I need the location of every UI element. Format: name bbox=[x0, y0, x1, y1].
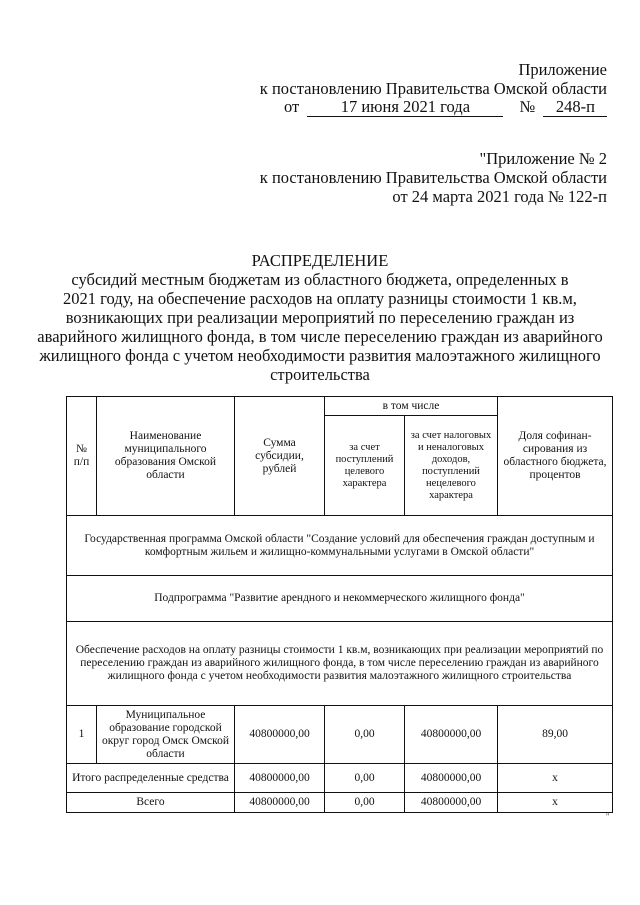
row-tax: 40800000,00 bbox=[405, 706, 498, 764]
total-share: х bbox=[498, 793, 613, 813]
total-distributed-target: 0,00 bbox=[325, 764, 405, 793]
program-row: Государственная программа Омской области "Создание условий для обеспечения граждан доступным и комфортным жильем и жилищно-коммунальными услугами в Омской области" bbox=[67, 516, 613, 576]
total-distributed-label: Итого распределенные средства bbox=[67, 764, 235, 793]
distribution-table bbox=[66, 396, 613, 813]
heading-line: возникающих при реализации мероприятий по переселению граждан из bbox=[65, 308, 575, 327]
header-target: за счет поступлений целевого характера bbox=[325, 416, 405, 516]
measure-row: Обеспечение расходов на оплату разницы стоимости 1 кв.м, возникающих при реализации мероприятий по переселению граждан из аварийного жилищного фонда, в том числе переселению граждан из аварийного жилищного фонда с учетом необходимости развития малоэтажного жилищного строительства bbox=[67, 622, 613, 706]
heading-line: строительства bbox=[270, 365, 370, 384]
row-target: 0,00 bbox=[325, 706, 405, 764]
appendix-title: Приложение bbox=[518, 60, 607, 79]
subprogram-row: Подпрограмма "Развитие арендного и некоммерческого жилищного фонда" bbox=[67, 576, 613, 622]
header-num: № п/п bbox=[67, 397, 97, 516]
total-distributed-share: х bbox=[498, 764, 613, 793]
total-row bbox=[67, 793, 613, 813]
header-share: Доля софинан-сирования из областного бюджета, процентов bbox=[498, 397, 613, 516]
appendix-ot: от bbox=[284, 97, 300, 116]
heading-line: аварийного жилищного фонда, в том числе переселению граждан из аварийного bbox=[37, 327, 603, 346]
header-including: в том числе bbox=[325, 397, 498, 416]
appendix-date: 17 июня 2021 года bbox=[307, 97, 503, 117]
closing-quote-mark: " bbox=[606, 812, 610, 821]
total-distributed-tax: 40800000,00 bbox=[405, 764, 498, 793]
heading-line: 2021 году, на обеспечение расходов на оплату разницы стоимости 1 кв.м, bbox=[63, 289, 577, 308]
table-row bbox=[67, 706, 613, 764]
row-share: 89,00 bbox=[498, 706, 613, 764]
total-distributed-sum: 40800000,00 bbox=[235, 764, 325, 793]
header-tax: за счет налоговых и неналоговых доходов, поступлений нецелевого характера bbox=[405, 416, 498, 516]
total-target: 0,00 bbox=[325, 793, 405, 813]
header-sum: Сумма субсидии, рублей bbox=[235, 397, 325, 516]
appendix-decree-line: к постановлению Правительства Омской области bbox=[259, 79, 607, 98]
row-sum: 40800000,00 bbox=[235, 706, 325, 764]
appendix-num-sign: № bbox=[519, 97, 536, 116]
appendix-number: 248-п bbox=[543, 97, 607, 117]
heading-line: субсидий местным бюджетам из областного бюджета, определенных в bbox=[71, 270, 569, 289]
appendix2-decree-line: к постановлению Правительства Омской области bbox=[259, 168, 607, 187]
appendix-date-line bbox=[284, 97, 614, 117]
row-name: Муниципальное образование городской округ город Омск Омской области bbox=[97, 706, 235, 764]
row-num: 1 bbox=[67, 706, 97, 764]
appendix2-title: "Приложение № 2 bbox=[479, 149, 607, 168]
total-label: Всего bbox=[67, 793, 235, 813]
heading-line: жилищного фонда с учетом необходимости развития малоэтажного жилищного bbox=[39, 346, 601, 365]
appendix2-date-line: от 24 марта 2021 года № 122-п bbox=[392, 187, 607, 206]
header-name: Наименование муниципального образования Омской области bbox=[97, 397, 235, 516]
total-tax: 40800000,00 bbox=[405, 793, 498, 813]
heading-subtitle bbox=[20, 270, 620, 384]
page-title: РАСПРЕДЕЛЕНИЕ bbox=[251, 251, 389, 270]
total-distributed-row bbox=[67, 764, 613, 793]
total-sum: 40800000,00 bbox=[235, 793, 325, 813]
